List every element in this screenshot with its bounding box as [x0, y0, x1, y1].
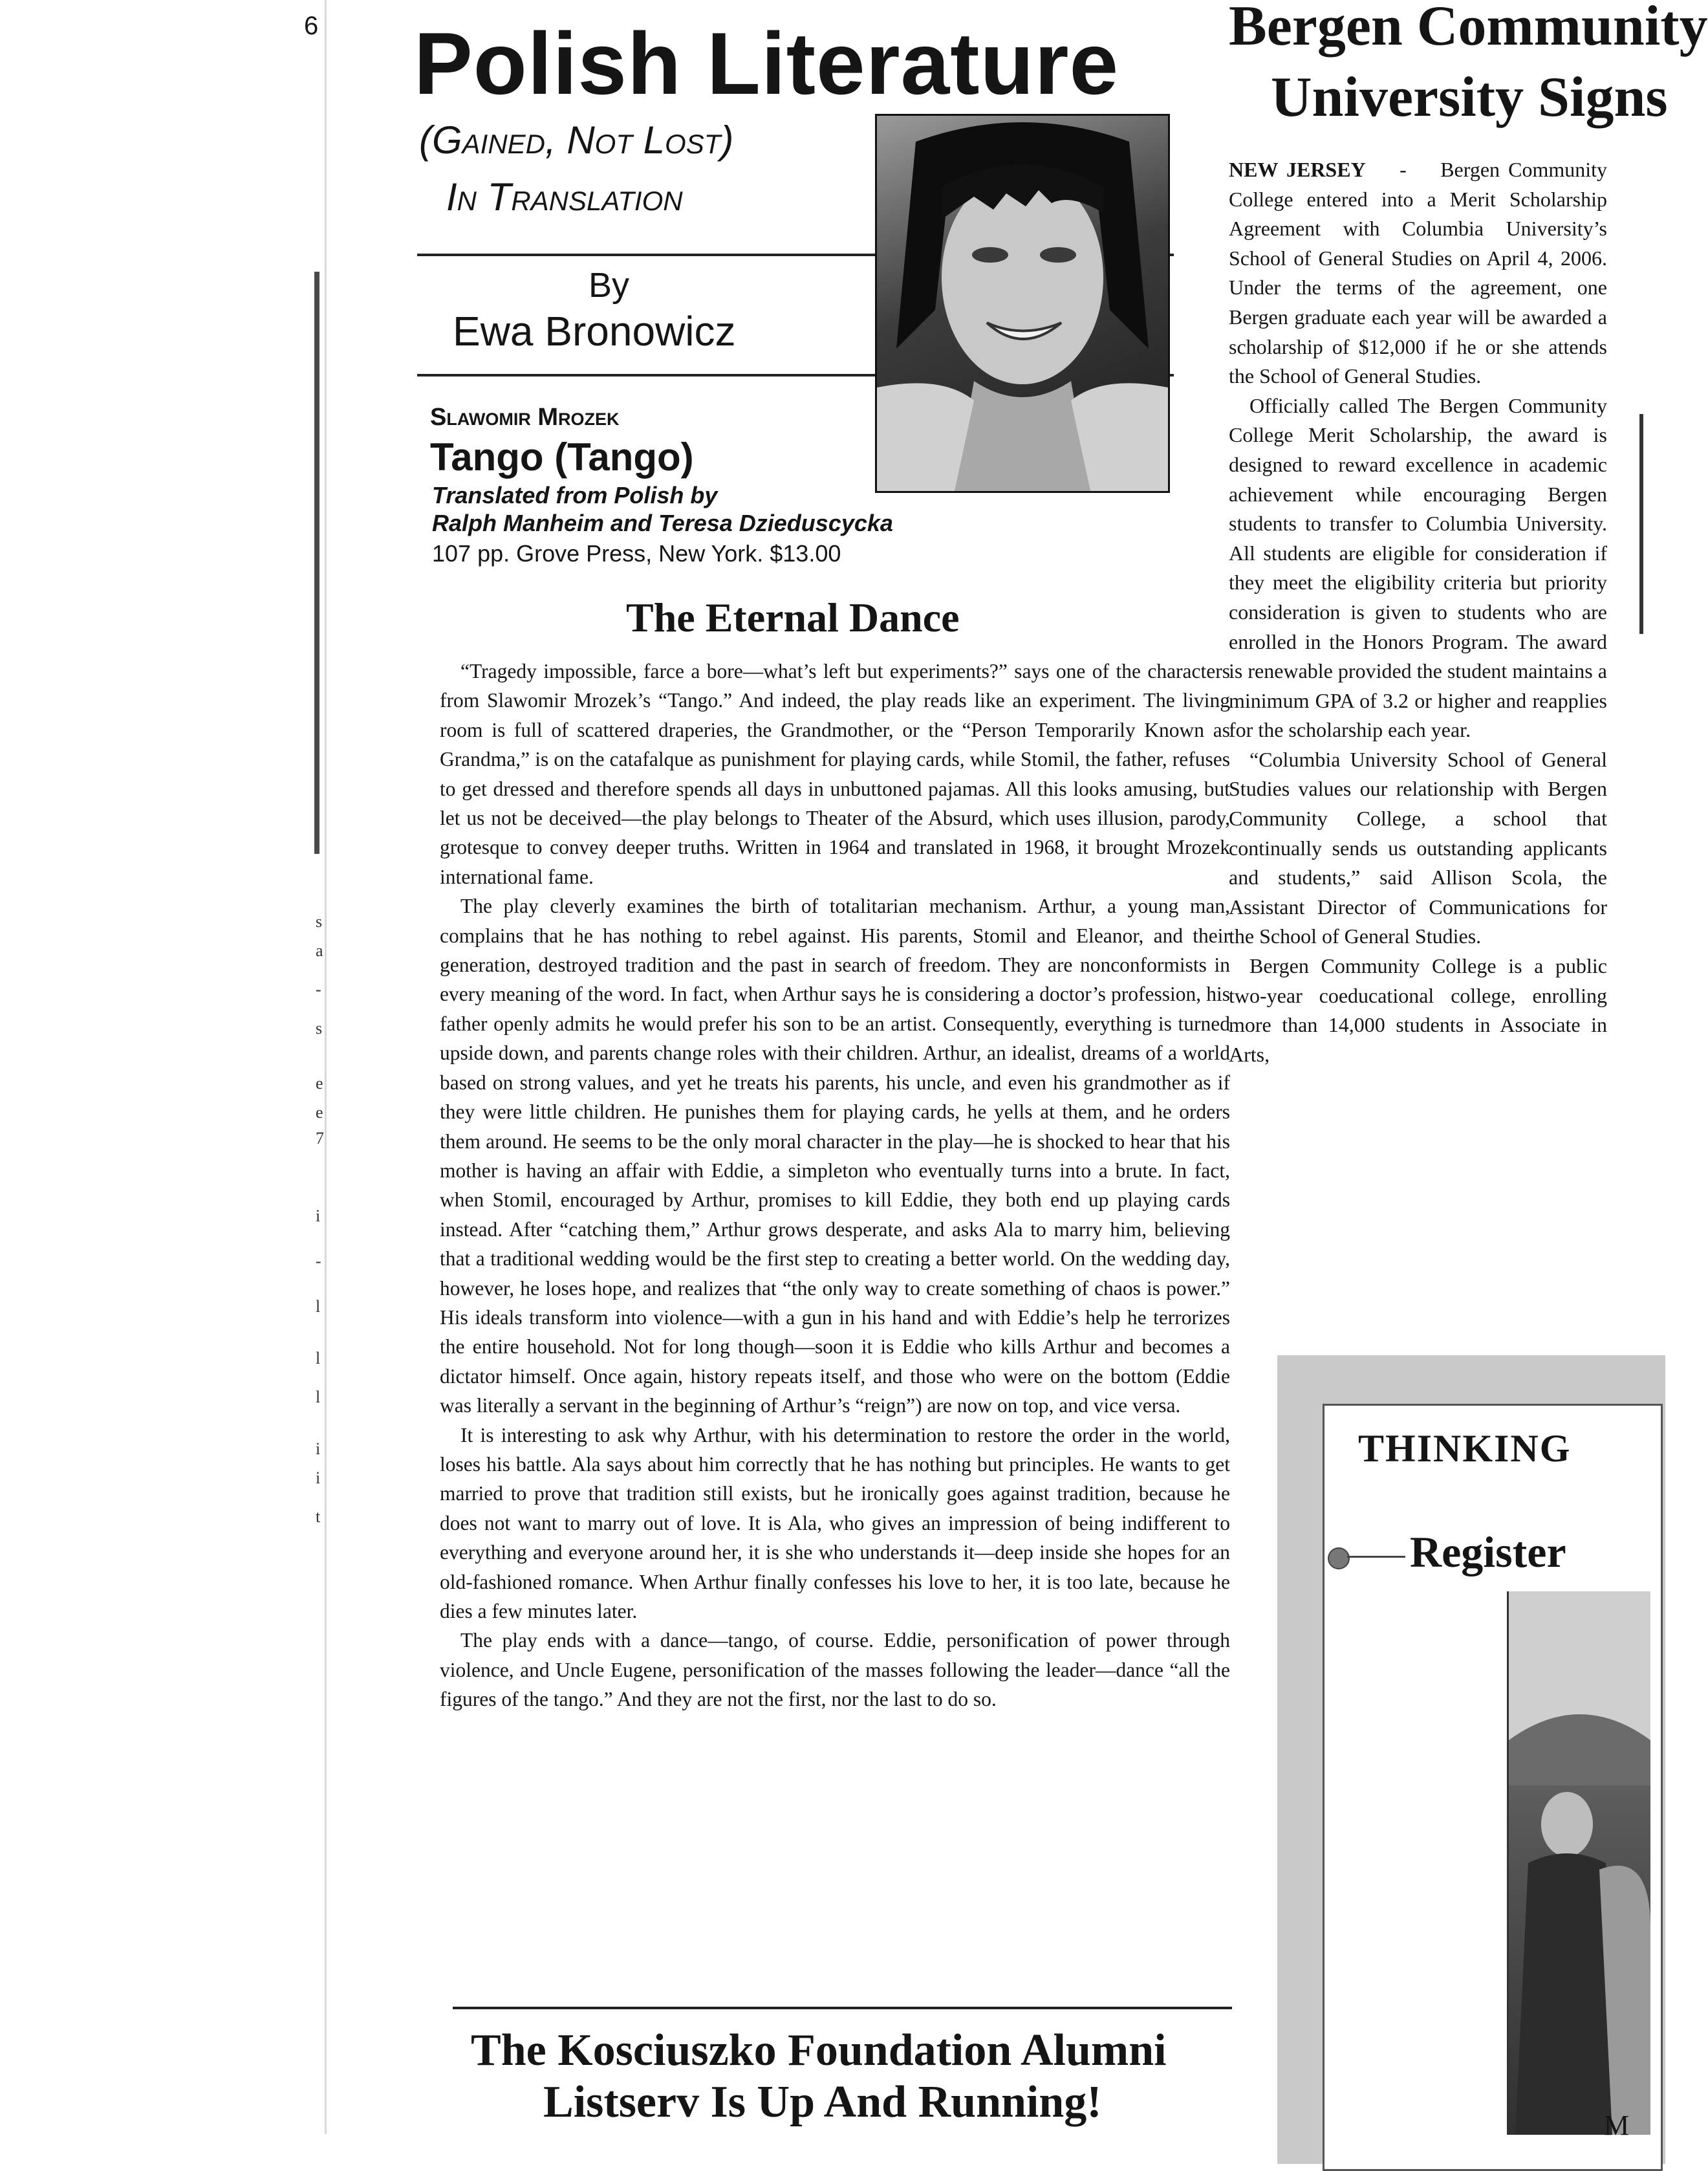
article-subtitle-line-1: (Gained, Not Lost): [419, 118, 734, 162]
article-title: Polish Literature: [414, 14, 1119, 113]
article-paragraph: It is interesting to ask why Arthur, with his determination to restore the order in the world, loses his battle. Ala says about him correctly that he has nothing but principles. He wants to get married to prove that tradition still exists, but he ironically goes against tradition, because he does not want to marry out of love. It is Ala, who gives an impression of being indifferent to everything and everyone around her, it is she who understands it—deep inside she hopes for an old-fashioned romance. When Arthur finally confesses his love to her, it is too late, because he dies a few minutes later.: [440, 1423, 1230, 1622]
next-article-headline: The Kosciuszko Foundation Alumni: [471, 2025, 1167, 2075]
right-headline-line-2: University Signs: [1271, 66, 1668, 129]
gutter-fragment: l: [316, 1297, 321, 1316]
gutter-fragment: e: [316, 1103, 323, 1122]
right-article-body: [1229, 155, 1607, 1069]
article-paragraph: “Tragedy impossible, farce a bore—what’s left but experiments?” says one of the characters from Slawomir Mrozek’s “Tango.” And indeed, the play reads like an experiment. The living room is full of scattered draperies, the Grandmother, or the “Person Temporarily Known as Grandma,” is on the catafalque as punishment for playing cards, while Stomil, the father, refuses to get dressed and therefore spends all days in unbuttoned pajamas. All this looks amusing, but let us not be deceived—the play belongs to Theater of the Absurd, which uses illusion, parody, grotesque to convey deeper truths. Written in 1964 and translated in 1968, it brought Mrozek international fame.: [440, 660, 1230, 888]
dateline-separator: -: [1400, 158, 1407, 181]
page-number: 6: [304, 12, 319, 40]
gutter-fragment: s: [316, 1019, 323, 1038]
right-paragraph-text: Bergen Community College entered into a Merit Scholarship Agreement with Columbia University’s School of General Studies on April 4, 2006. Under the terms of the agreement, one Bergen graduate each year will be awarded a scholarship of $12,000 if he or she attends the School of General Studies.: [1229, 158, 1608, 388]
gutter-fragment: -: [316, 980, 321, 999]
gutter-fragment: l: [316, 1388, 321, 1406]
page-edge: [325, 0, 327, 2134]
column-rule: [1639, 414, 1643, 634]
ad-connector-line: [1347, 1556, 1405, 1558]
gutter-fragment: -: [316, 1252, 321, 1271]
gutter-fragment: e: [316, 1074, 323, 1093]
right-headline-line-1: Bergen Community: [1229, 0, 1708, 58]
book-title: Tango (Tango): [430, 435, 694, 479]
gutter-fragment: s: [316, 912, 323, 931]
book-author: Slawomir Mrozek: [430, 404, 620, 431]
ad-corner-letter: M: [1604, 2110, 1630, 2141]
right-paragraph: “Columbia University School of General Studies values our relationship with Bergen Community College, a school that continually sends us outstanding applicants and students,” said Allison Scola, the Assistant Director of Communications for the School of General Studies.: [1229, 747, 1607, 948]
article-paragraph: The play ends with a dance—tango, of course. Eddie, personification of power through violence, and Uncle Eugene, personification of the masses following the leader—dance “all the figures of the tango.” And they are not the first, nor the last to do so.: [440, 1629, 1230, 1711]
gutter-fragment: i: [316, 1468, 321, 1487]
article-body: [440, 657, 1230, 1714]
dateline: NEW JERSEY: [1229, 158, 1366, 181]
publication-info: 107 pp. Grove Press, New York. $13.00: [432, 540, 841, 567]
gutter-fragment: i: [316, 1439, 321, 1458]
ad-photo-image: [1509, 1591, 1650, 2135]
gutter-fragment: t: [316, 1507, 321, 1526]
byline-label: By: [589, 266, 630, 305]
ad-photo: [1507, 1591, 1650, 2135]
translated-by-label: Translated from Polish by: [432, 482, 718, 508]
ad-heading: THINKING: [1358, 1427, 1572, 1470]
author-photo: [875, 114, 1170, 493]
binding-bar: [314, 272, 319, 854]
portrait-image: [877, 116, 1168, 491]
section-title: The Eternal Dance: [626, 595, 960, 640]
gutter-fragment: l: [316, 1349, 321, 1368]
gutter-fragment: a: [316, 941, 323, 960]
bullet-dot-icon: [1328, 1547, 1350, 1569]
article-paragraph: The play cleverly examines the birth of totalitarian mechanism. Arthur, a young man, complains that he has nothing to rebel against. His parents, Stomil and Eleanor, and their generation, destroyed tradition and the past in search of freedom. They are nonconformists in every meaning of the word. In fact, when Arthur says he is considering a doctor’s profession, his father openly admits he would prefer his son to be an artist. Consequently, everything is turned upside down, and parents change roles with their children. Arthur, an idealist, dreams of a world based on strong values, and yet he treats his parents, his uncle, and even his grandmother as if they were little children. He punishes them for playing cards, he yells at them, and he orders them around. He seems to be the only moral character in the play—he is shocked to hear that his mother is having an affair with Eddie, a simpleton who eventually turns into a brute. In fact, when Stomil, encouraged by Arthur, promises to kill Eddie, they both end up playing cards instead. After “catching them,” Arthur grows desperate, and asks Ala to marry him, believing that a traditional wedding would be the first step to creating a better world. On the wedding day, however, he loses hope, and realizes that “the only way to create something of chaos is power.” His ideals transform into violence—with a gun in his hand and with Eddie’s help he terrorizes the entire household. Not for long though—soon it is Eddie who kills Arthur and becomes a dictator himself. Once again, history repeats itself, and those who were on the bottom (Eddie was literally a servant in the beginning of Arthur’s “reign”) are now on top, and vice versa.: [440, 895, 1230, 1417]
divider-rule: [453, 2007, 1232, 2009]
gutter-fragment: 7: [316, 1129, 324, 1148]
gutter-fragment: i: [316, 1206, 321, 1225]
right-paragraph: [1229, 155, 1607, 391]
right-paragraph: Bergen Community College is a public two-year coeducational college, enrolling more than 14,000 students in Associate in Arts,: [1229, 954, 1607, 1066]
translators: Ralph Manheim and Teresa Dzieduscycka: [432, 510, 893, 536]
byline-author: Ewa Bronowicz: [453, 308, 736, 355]
ad-register-text: Register: [1410, 1527, 1566, 1576]
next-article-headline-cut: Listserv Is Up And Running!: [543, 2077, 1102, 2127]
article-subtitle-line-2: In Translation: [446, 175, 683, 219]
right-paragraph: Officially called The Bergen Community College Merit Scholarship, the award is designed to reward excellence in academic achievement while encouraging Bergen students to transfer to Columbia University. All students are eligible for consideration if they meet the eligibility criteria but priority consideration is given to students who are enrolled in the Honors Program. The award is renewable provided the student maintains a minimum GPA of 3.2 or higher and reapplies for the scholarship each year.: [1229, 393, 1607, 742]
